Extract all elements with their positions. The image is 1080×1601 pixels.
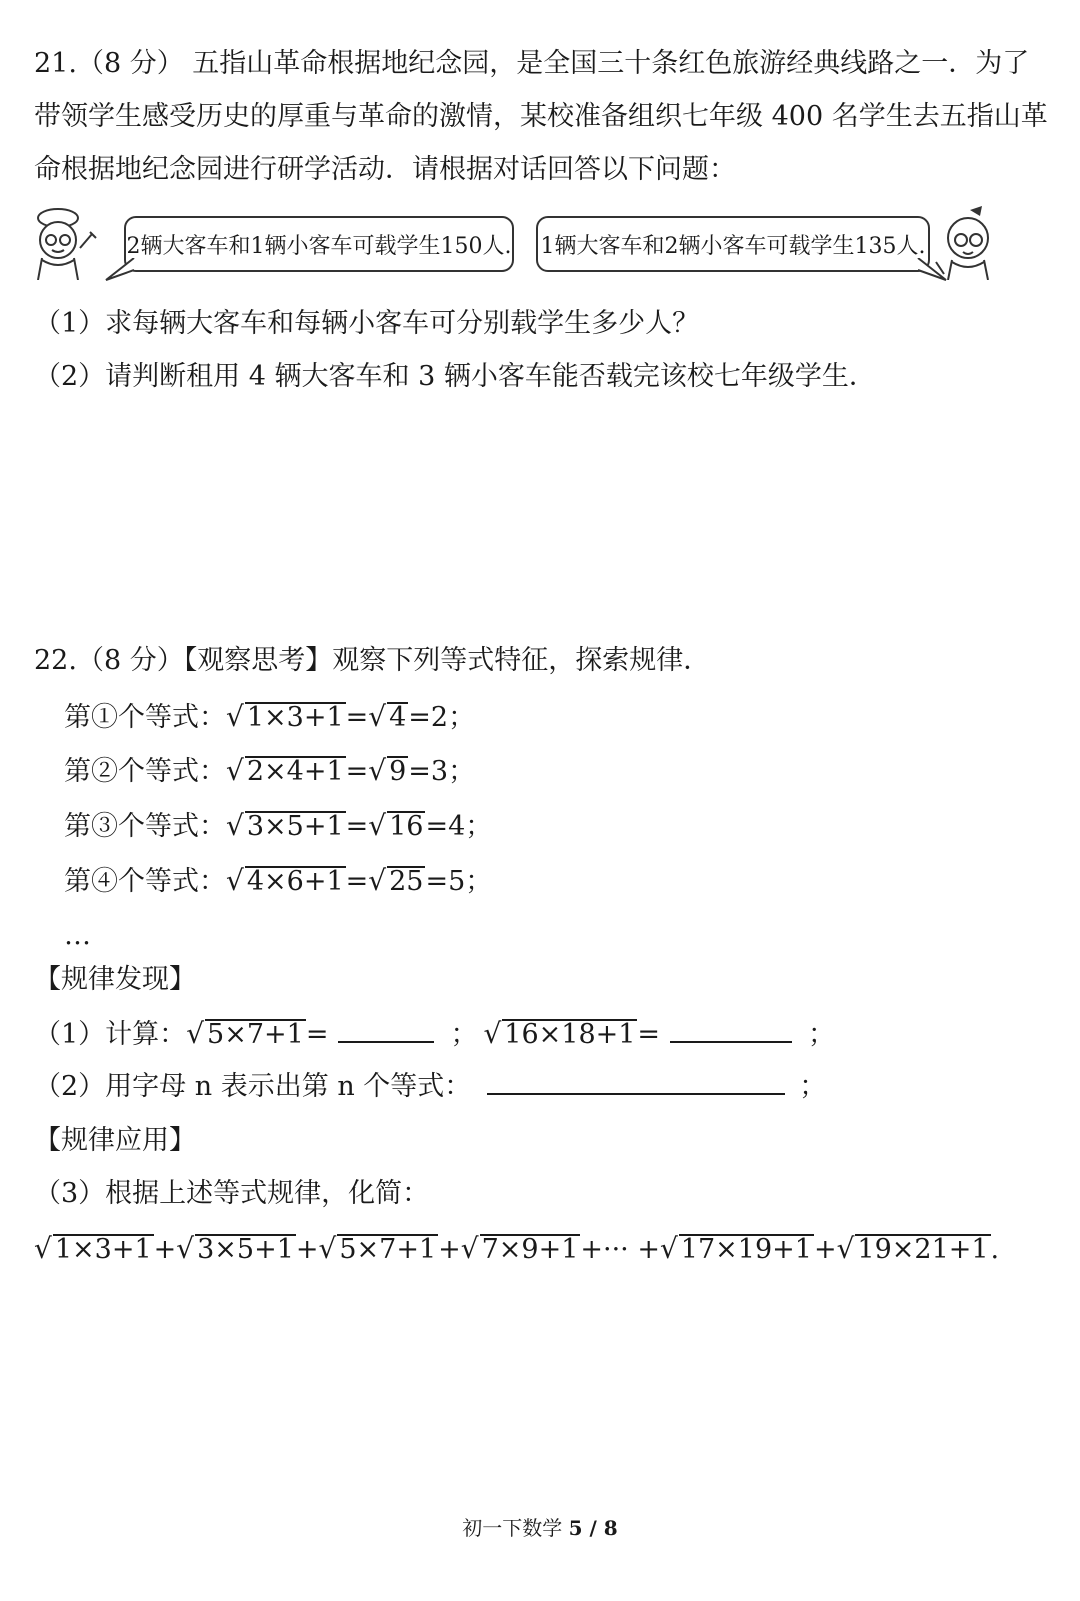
sqrt-expression: √ 3×5+1: [176, 1232, 294, 1265]
sqrt-expression: √ 25: [368, 864, 424, 897]
sqrt-expression: √ 4×6+1: [226, 864, 344, 897]
equation-1: 第①个等式：√ 1×3+1=√ 4=2；: [64, 699, 475, 736]
page-footer: [0, 1512, 1080, 1541]
speech-bubble-left-tail: [104, 258, 140, 282]
simplify-expression: √ 1×3+1+√ 3×5+1+√ 5×7+1+√ 7×9+1+··· +√ 17×19+1+√ 19×21+1.: [34, 1231, 999, 1268]
heading-rule-application: 【规律应用】: [34, 1125, 196, 1156]
sqrt-expression: √ 4: [368, 700, 407, 733]
q21-line-1: 21.（8 分） 五指山革命根据地纪念园，是全国三十条红色旅游经典线路之一．为了: [34, 48, 1030, 79]
sqrt-icon: √: [368, 700, 387, 733]
q21-sub-question-2: （2）请判断租用 4 辆大客车和 3 辆小客车能否载完该校七年级学生．: [34, 361, 876, 392]
sqrt-expression: √ 3×5+1: [226, 809, 344, 842]
ellipsis: …: [64, 920, 91, 951]
sqrt-icon: √: [226, 809, 244, 842]
equation-prefix: 第③个等式：: [64, 811, 226, 842]
page-number: 5 / 8: [568, 1516, 618, 1540]
sqrt-icon: √: [836, 1232, 855, 1265]
speech-bubble-left-text: 2辆大客车和1辆小客车可载学生150人.: [126, 233, 512, 259]
q22-sub-question-2: （2）用字母 n 表示出第 n 个等式： ；: [34, 1071, 827, 1102]
speech-bubble-left: [124, 216, 514, 272]
sqrt-expression: √ 19×21+1: [836, 1232, 989, 1265]
equation-4: 第④个等式：√ 4×6+1=√ 25=5；: [64, 863, 492, 900]
sqrt-expression: √ 7×9+1: [460, 1232, 579, 1265]
sqrt-expression: √ 1×3+1: [226, 700, 344, 733]
sqrt-icon: √: [368, 809, 387, 842]
answer-blank-3[interactable]: [487, 1071, 785, 1095]
equation-2: 第②个等式：√ 2×4+1=√ 9=3；: [64, 753, 475, 790]
sqrt-icon: √: [318, 1232, 337, 1265]
sqrt-icon: √: [34, 1232, 52, 1265]
student-left-illustration: [28, 204, 104, 280]
footer-title: 初一下数学: [462, 1516, 569, 1540]
sqrt-expression: √ 5×7+1: [186, 1017, 304, 1050]
speech-bubble-right: [536, 216, 930, 272]
sqrt-expression: √ 9: [368, 754, 407, 787]
heading-rule-discovery: 【规律发现】: [34, 964, 196, 995]
sqrt-icon: √: [368, 864, 387, 897]
sqrt-icon: √: [483, 1017, 502, 1050]
sqrt-expression: √ 2×4+1: [226, 754, 344, 787]
q22-title: 22.（8 分）【观察思考】观察下列等式特征，探索规律．: [34, 645, 711, 676]
q21-line-3: 命根据地纪念园进行研学活动．请根据对话回答以下问题：: [34, 154, 736, 185]
speech-bubble-right-text: 1辆大客车和2辆小客车可载学生135人.: [540, 233, 926, 259]
sqrt-expression: √ 17×19+1: [659, 1232, 812, 1265]
answer-blank-2[interactable]: [670, 1019, 792, 1043]
answer-blank-1[interactable]: [338, 1019, 434, 1043]
q21-line-2: 带领学生感受历史的厚重与革命的激情，某校准备组织七年级 400 名学生去五指山革: [34, 101, 1048, 132]
q21-sub-question-1: （1）求每辆大客车和每辆小客车可分别载学生多少人？: [34, 308, 700, 339]
sqrt-expression: √ 16: [368, 809, 424, 842]
sqrt-icon: √: [226, 864, 244, 897]
sqrt-icon: √: [186, 1017, 205, 1050]
sqrt-icon: √: [226, 700, 244, 733]
equation-prefix: 第②个等式：: [64, 756, 226, 787]
sqrt-expression: √ 5×7+1: [318, 1232, 437, 1265]
sqrt-icon: √: [368, 754, 387, 787]
q22-sub-question-1: （1）计算：√ 5×7+1= ； √ 16×18+1= ；: [34, 1016, 835, 1053]
sqrt-icon: √: [460, 1232, 479, 1265]
sqrt-icon: √: [659, 1232, 678, 1265]
student-right-illustration: [930, 204, 1006, 280]
equation-prefix: 第④个等式：: [64, 866, 226, 897]
sqrt-expression: √ 1×3+1: [34, 1232, 152, 1265]
equation-3: 第③个等式：√ 3×5+1=√ 16=4；: [64, 808, 492, 845]
sqrt-icon: √: [226, 754, 244, 787]
q22-sub-question-3: （3）根据上述等式规律，化简：: [34, 1178, 430, 1209]
sqrt-icon: √: [176, 1232, 195, 1265]
equation-prefix: 第①个等式：: [64, 702, 226, 733]
sqrt-expression: √ 16×18+1: [483, 1017, 636, 1050]
